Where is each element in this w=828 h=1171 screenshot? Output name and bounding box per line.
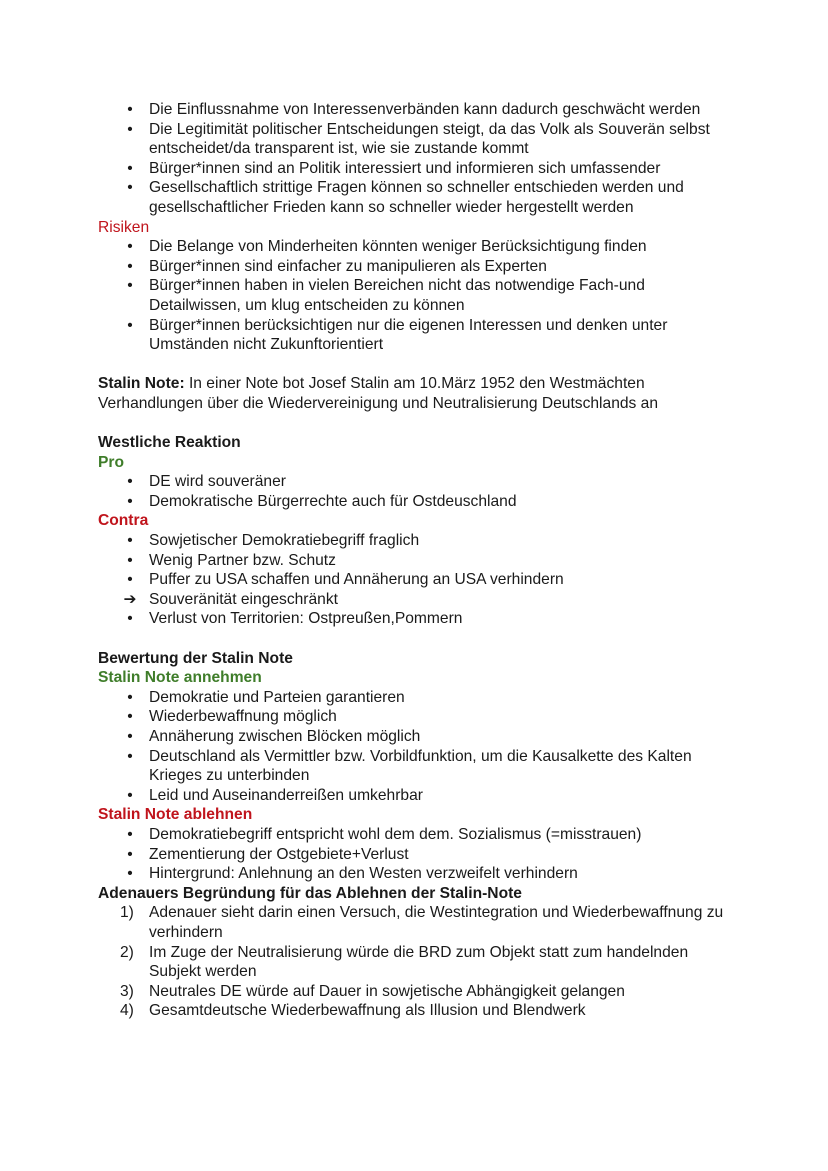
contra-heading: Contra xyxy=(98,512,149,530)
ablehnen-list xyxy=(98,825,738,884)
list-number: 1) xyxy=(120,904,134,922)
bullet-icon: • xyxy=(127,688,133,706)
bullet-icon: • xyxy=(127,238,133,256)
document-page xyxy=(98,100,738,1021)
list-number: 4) xyxy=(120,1002,134,1020)
list-item: • Deutschland als Vermittler bzw. Vorbildfunktion, um die Kausalkette des Kalten Krieges zu unterbinden xyxy=(98,747,738,786)
bullet-icon: • xyxy=(127,571,133,589)
bullet-icon: • xyxy=(127,277,133,295)
chancen-list xyxy=(98,100,738,218)
bullet-icon: • xyxy=(127,159,133,177)
bullet-icon: • xyxy=(127,825,133,843)
bullet-icon: • xyxy=(127,610,133,628)
list-item: • Zementierung der Ostgebiete+Verlust xyxy=(98,845,738,865)
list-item: • Bürger*innen sind an Politik interessiert und informieren sich umfassender xyxy=(98,159,738,179)
list-number: 3) xyxy=(120,982,134,1000)
bullet-icon: • xyxy=(127,747,133,765)
list-item: 1) Adenauer sieht darin einen Versuch, die Westintegration und Wiederbewaffnung zu verhindern xyxy=(120,904,724,941)
list-item: • Die Legitimität politischer Entscheidungen steigt, da das Volk als Souverän selbst entscheidet/da transparent ist, wie sie zustande kommt xyxy=(98,120,738,159)
annehmen-heading: Stalin Note annehmen xyxy=(98,669,262,687)
list-item: • Verlust von Territorien: Ostpreußen,Pommern xyxy=(98,609,738,629)
list-item: • Leid und Auseinanderreißen umkehrbar xyxy=(98,786,738,806)
bullet-icon: • xyxy=(127,257,133,275)
ablehnen-heading: Stalin Note ablehnen xyxy=(98,806,253,824)
arrow-right-icon: ➔ xyxy=(123,590,137,608)
list-item: • Annäherung zwischen Blöcken möglich xyxy=(98,727,738,747)
bullet-icon: • xyxy=(127,551,133,569)
list-item: 3) Neutrales DE würde auf Dauer in sowjetische Abhängigkeit gelangen xyxy=(120,982,625,1000)
list-item: • Demokratiebegriff entspricht wohl dem dem. Sozialismus (=misstrauen) xyxy=(98,825,738,845)
list-item: 4) Gesamtdeutsche Wiederbewaffnung als Illusion und Blendwerk xyxy=(120,1002,586,1020)
list-item: • Die Einflussnahme von Interessenverbänden kann dadurch geschwächt werden xyxy=(98,100,738,120)
list-item: 2) Im Zuge der Neutralisierung würde die BRD zum Objekt statt zum handelnden Subjekt werden xyxy=(120,943,689,981)
risiken-list xyxy=(98,237,738,355)
risiken-heading: Risiken xyxy=(98,218,150,236)
bullet-icon: • xyxy=(127,179,133,197)
list-item: • Wenig Partner bzw. Schutz xyxy=(98,551,738,571)
bullet-icon: • xyxy=(127,865,133,883)
list-item: ➔ Souveränität eingeschränkt xyxy=(98,590,738,610)
bullet-icon: • xyxy=(127,786,133,804)
bullet-icon: • xyxy=(127,532,133,550)
list-item: • Bürger*innen haben in vielen Bereichen nicht das notwendige Fach-und Detailwissen, um klug entscheiden zu können xyxy=(98,276,738,315)
list-item: • Gesellschaftlich strittige Fragen können so schneller entschieden werden und gesellschaftlicher Frieden kann so schneller wieder hergestellt werden xyxy=(98,178,738,217)
list-item: • Bürger*innen sind einfacher zu manipulieren als Experten xyxy=(98,257,738,277)
annehmen-list xyxy=(98,688,738,806)
bullet-icon: • xyxy=(127,492,133,510)
bullet-icon: • xyxy=(127,845,133,863)
list-item: • Demokratie und Parteien garantieren xyxy=(98,688,738,708)
list-item: • Demokratische Bürgerrechte auch für Ostdeuschland xyxy=(98,492,738,512)
list-number: 2) xyxy=(120,943,134,961)
adenauer-list xyxy=(98,903,738,1021)
adenauer-heading: Adenauers Begründung für das Ablehnen der Stalin-Note xyxy=(98,884,522,902)
list-item: • Bürger*innen berücksichtigen nur die eigenen Interessen und denken unter Umständen nicht Zukunftorientiert xyxy=(98,316,738,355)
bewertung-heading: Bewertung der Stalin Note xyxy=(98,649,293,667)
pro-heading: Pro xyxy=(98,453,124,471)
contra-list xyxy=(98,531,738,629)
bullet-icon: • xyxy=(127,316,133,334)
bullet-icon: • xyxy=(127,708,133,726)
pro-list xyxy=(98,472,738,511)
bullet-icon: • xyxy=(127,120,133,138)
westliche-reaktion-heading: Westliche Reaktion xyxy=(98,434,241,452)
list-item: • Sowjetischer Demokratiebegriff fraglich xyxy=(98,531,738,551)
stalin-note-paragraph xyxy=(98,374,738,413)
list-item: • Wiederbewaffnung möglich xyxy=(98,707,738,727)
bullet-icon: • xyxy=(127,101,133,118)
list-item: • DE wird souveräner xyxy=(98,472,738,492)
list-item: • Hintergrund: Anlehnung an den Westen verzweifelt verhindern xyxy=(98,864,738,884)
list-item: • Die Belange von Minderheiten könnten weniger Berücksichtigung finden xyxy=(98,237,738,257)
stalin-note-text: In einer Note bot Josef Stalin am 10.März 1952 den Westmächten Verhandlungen über die Wiedervereinigung und Neutralisierung Deutschlands an xyxy=(98,375,659,412)
stalin-note-label: Stalin Note: xyxy=(98,375,185,393)
list-item: • Puffer zu USA schaffen und Annäherung an USA verhindern xyxy=(98,570,738,590)
bullet-icon: • xyxy=(127,473,133,491)
bullet-icon: • xyxy=(127,728,133,745)
